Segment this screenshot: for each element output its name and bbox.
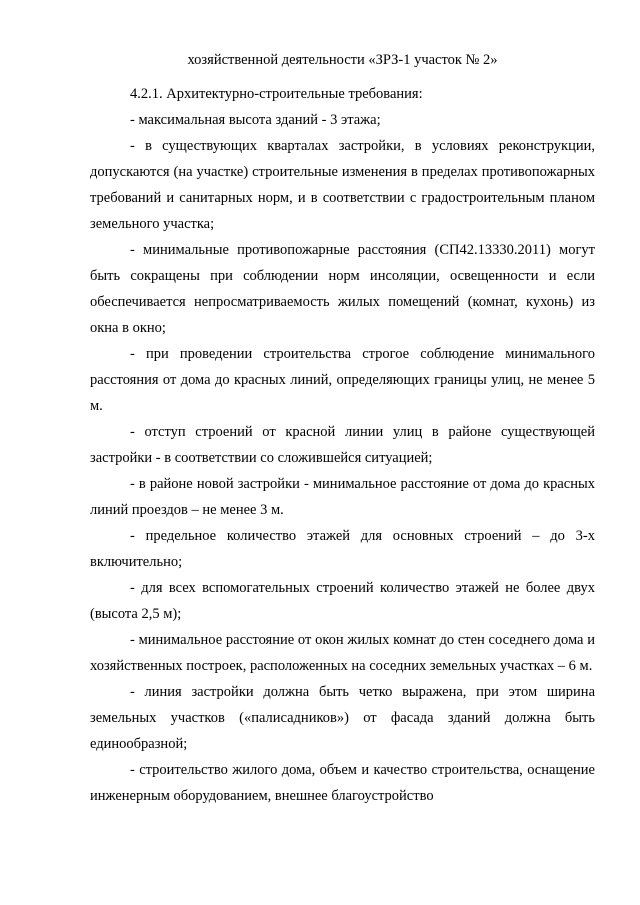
paragraph-new-development: - в районе новой застройки - минимальное расстояние от дома до красных линий проездов – не менее 3 м. bbox=[90, 476, 595, 518]
paragraph-existing-blocks: - в существующих кварталах застройки, в условиях реконструкции, допускаются (на участке) строительные изменения в пределах противопожарных требований и санитарных норм, и в соответствии с градостроительным планом земельного участка; bbox=[90, 138, 595, 232]
paragraph-floor-limit: - предельное количество этажей для основных строений – до 3-х включительно; bbox=[90, 528, 595, 570]
paragraph-subsection-title: 4.2.1. Архитектурно-строительные требования: bbox=[130, 86, 423, 102]
paragraph-window-distance: - минимальное расстояние от окон жилых комнат до стен соседнего дома и хозяйственных построек, расположенных на соседних земельных участках – 6 м. bbox=[90, 632, 595, 674]
paragraph-max-height: - максимальная высота зданий - 3 этажа; bbox=[130, 112, 381, 128]
document-body bbox=[90, 47, 595, 809]
paragraph-fire-distances: - минимальные противопожарные расстояния (СП42.13330.2011) могут быть сокращены при соблюдении норм инсоляции, освещенности и если обеспечивается непросматриваемость жилых помещений (комнат, кухонь) из окна в окно; bbox=[90, 242, 595, 336]
section-heading: хозяйственной деятельности «ЗРЗ-1 участок № 2» bbox=[187, 52, 498, 68]
paragraph-setback-existing: - отступ строений от красной линии улиц в районе существующей застройки - в соответствии со сложившейся ситуацией; bbox=[90, 424, 595, 466]
paragraph-building-line: - линия застройки должна быть четко выражена, при этом ширина земельных участков («палисадников») от фасада зданий должна быть единообразной; bbox=[90, 684, 595, 752]
paragraph-red-line-distance: - при проведении строительства строгое соблюдение минимального расстояния от дома до красных линий, определяющих границы улиц, не менее 5 м. bbox=[90, 346, 595, 414]
paragraph-house-construction: - строительство жилого дома, объем и качество строительства, оснащение инженерным оборудованием, внешнее благоустройство bbox=[90, 762, 595, 804]
paragraph-auxiliary-buildings: - для всех вспомогательных строений количество этажей не более двух (высота 2,5 м); bbox=[90, 580, 595, 622]
